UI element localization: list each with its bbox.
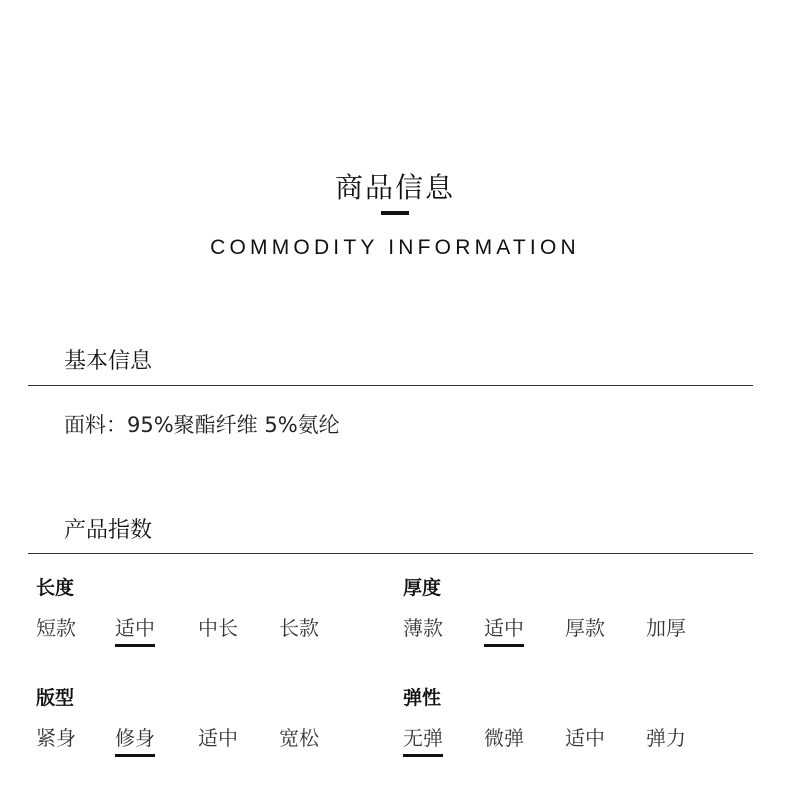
group-label-fit: 版型	[36, 687, 75, 709]
group-label-thickness: 厚度	[403, 577, 442, 599]
option-thickness-thin[interactable]: 薄款	[403, 616, 443, 640]
option-fit-tight[interactable]: 紧身	[36, 726, 76, 750]
option-length-short[interactable]: 短款	[36, 616, 76, 640]
option-length-long[interactable]: 长款	[279, 616, 319, 640]
option-thickness-thick[interactable]: 厚款	[565, 616, 605, 640]
option-length-midlong[interactable]: 中长	[198, 616, 238, 640]
group-label-length: 长度	[36, 577, 75, 599]
option-elasticity-none[interactable]: 无弹	[403, 722, 443, 757]
option-length-medium[interactable]: 适中	[115, 612, 155, 647]
option-thickness-extra[interactable]: 加厚	[646, 616, 686, 640]
option-fit-regular[interactable]: 适中	[198, 726, 238, 750]
group-label-elasticity: 弹性	[403, 687, 442, 709]
option-thickness-medium[interactable]: 适中	[484, 612, 524, 647]
option-fit-loose[interactable]: 宽松	[279, 726, 319, 750]
basic-info-heading: 基本信息	[64, 349, 153, 374]
page-title: 商品信息	[334, 171, 455, 204]
option-elasticity-medium[interactable]: 适中	[565, 726, 605, 750]
product-index-divider	[28, 553, 753, 554]
page-subtitle: COMMODITY INFORMATION	[210, 236, 580, 259]
option-fit-slim[interactable]: 修身	[115, 722, 155, 757]
product-index-heading: 产品指数	[64, 518, 153, 543]
option-elasticity-slight[interactable]: 微弹	[484, 726, 524, 750]
material-info: 面料：95%聚酯纤维 5%氨纶	[64, 413, 340, 437]
basic-info-divider	[28, 385, 753, 386]
title-divider-bar	[381, 211, 409, 215]
option-elasticity-stretch[interactable]: 弹力	[646, 726, 686, 750]
